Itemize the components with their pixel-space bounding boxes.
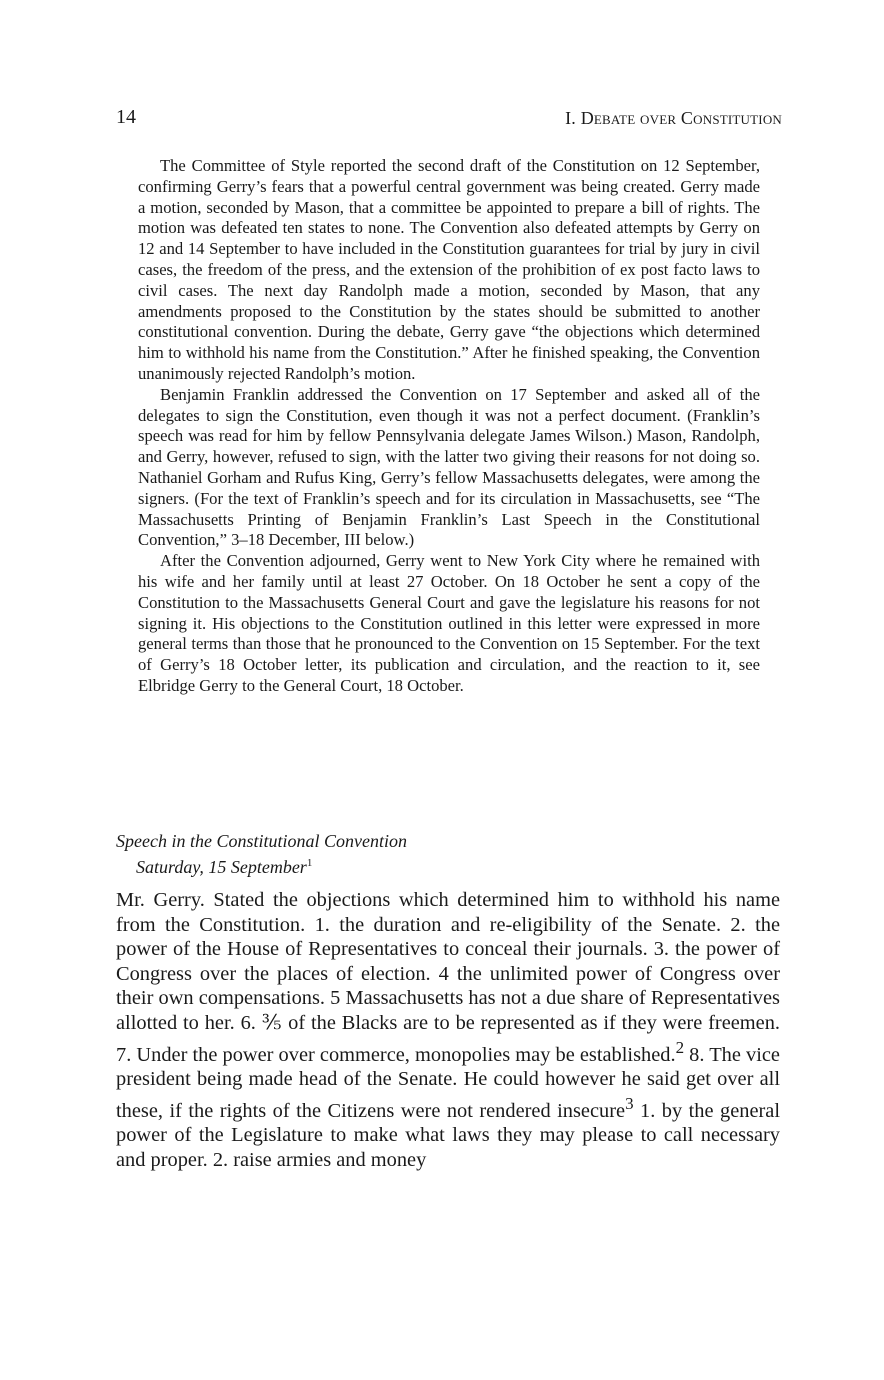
speech-paragraph [116,888,780,1172]
speech-date-line [116,852,716,878]
intro-paragraph: The Committee of Style reported the second draft of the Constitution on 12 September, confirming Gerry’s fears that a powerful central government was being created. Gerry made a motion, seconded by Mason, that a committee be appointed to prepare a bill of rights. The motion was defeated ten states to none. The Convention also defeated attempts by Gerry on 12 and 14 September to have included in the Constitution guarantees for trial by jury in civil cases, the freedom of the press, and the extension of the prohibition of ex post facto laws to civil cases. The next day Randolph made a motion, seconded by Mason, that any amendments proposed to the Constitution by the states should be submitted to another constitutional convention. During the debate, Gerry gave “the objections which determined him to withhold his name from the Constitution.” After he finished speaking, the Convention unanimously rejected Randolph’s motion. [138,156,760,383]
page-number: 14 [116,106,136,128]
footnote-marker: 2 [675,1037,685,1057]
footnote-marker: 3 [625,1093,634,1113]
speech-text [116,888,780,1172]
intro-paragraph: Benjamin Franklin addressed the Convention on 17 September and asked all of the delegates to sign the Constitution, even though it was not a perfect document. (Franklin’s speech was read for him by fellow Pennsylvania delegate James Wilson.) Mason, Randolph, and Gerry, however, refused to sign, with the latter two giving their reasons for not doing so. Nathaniel Gorham and Rufus King, Gerry’s fellow Massachusetts delegates, were among the signers. (For the text of Franklin’s speech and for its circulation in Massachusetts, see “The Massachusetts Printing of Benjamin Franklin’s Last Speech in the Constitutional Convention,” 3–18 December, III below.) [138,384,760,550]
speech-heading [116,830,716,878]
page-header [116,106,782,134]
speech-text-part: 1. by the general power of the Legislature to make what laws they may please to call necessary and proper. 2. raise armies and money [116,1099,780,1171]
intro-paragraph: After the Convention adjourned, Gerry went to New York City where he remained with his wife and her family until at least 27 October. On 18 October he sent a copy of the Constitution to the Massachusetts General Court and gave the legislature his reasons for not signing it. His objections to the Constitution outlined in this letter were expressed in more general terms than those that he pronounced to the Convention on 15 September. For the text of Gerry’s 18 October letter, its publication and circulation, and the reaction to it, see Elbridge Gerry to the General Court, 18 October. [138,551,760,695]
speech-text-part: Mr. Gerry. Stated the objections which determined him to withhold his name from the Constitution. 1. the duration and re-eligibility of the Senate. 2. the power of the House of Representatives to conceal their journals. 3. the power of Congress over the places of election. 4 the unlimited power of Congress over their own compensations. 5 Massachusetts has not a due share of Representatives allotted to her. 6. ⅗ of the Blacks are to be represented as if they were freemen. 7. Under the power over commerce, monopolies may be established. [116,889,780,1066]
introduction-section [138,156,760,697]
speech-title: Speech in the Constitutional Convention [116,831,407,851]
running-head: I. Debate over Constitution [565,108,782,128]
speech-date: Saturday, 15 September [136,857,307,877]
speech-text-part: 8. The vice president being made head of the Senate. He could however he said get over all these, if the rights of the Citizens were not rendered insecure [116,1043,780,1122]
footnote-marker: 1 [306,857,313,869]
